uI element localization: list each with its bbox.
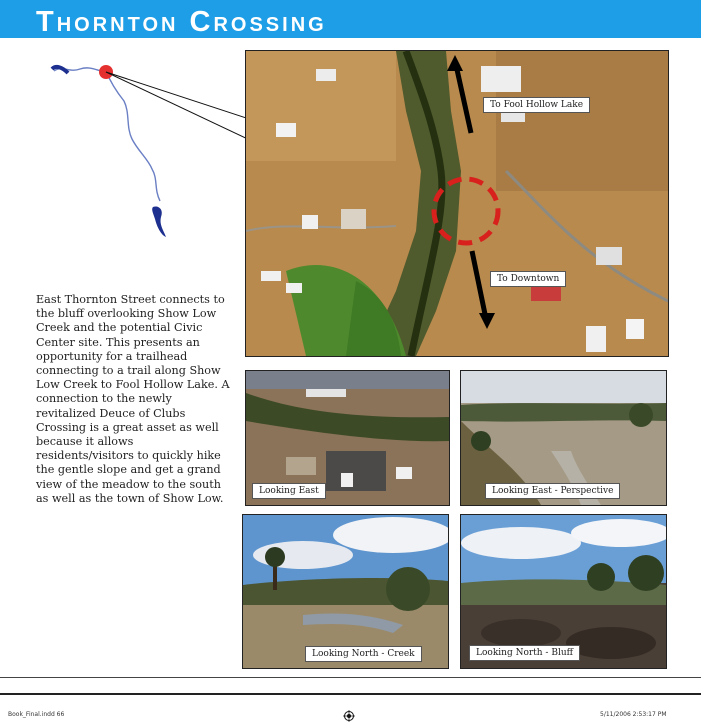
creek-line xyxy=(54,68,160,201)
body-paragraph: East Thornton Street connects to the bluff overlooking Show Low Creek and the potential Civic Center site. This presents an opportunity for a trailhead connecting to a trail along Show Low Creek to Fool Hollow Lake. A connection to the newly revitalized Deuce of Clubs Crossing is a great asset as well because it allows residents/visitors to quickly hike the gentle slope and get a grand view of the meadow to the south as well as the town of Show Low. xyxy=(36,293,230,505)
aerial-illustration xyxy=(246,51,668,356)
photo-looking-north-creek xyxy=(242,514,449,669)
divider-line-top xyxy=(0,677,701,678)
photo-looking-north-bluff xyxy=(460,514,667,669)
aerial-photo xyxy=(245,50,669,357)
creek-locator-map xyxy=(40,55,240,245)
label-to-downtown: To Downtown xyxy=(490,271,566,287)
registration-mark-icon xyxy=(343,710,355,722)
site-marker xyxy=(99,65,113,79)
caption-looking-north-creek: Looking North - Creek xyxy=(305,646,422,662)
page-title: Thornton Crossing xyxy=(36,6,327,38)
label-to-fool-hollow-lake: To Fool Hollow Lake xyxy=(483,97,590,113)
photo-looking-east xyxy=(245,370,450,506)
reservoir-shape xyxy=(152,206,166,237)
divider-line-bottom xyxy=(0,693,701,695)
caption-looking-north-bluff: Looking North - Bluff xyxy=(469,645,580,661)
caption-looking-east-perspective: Looking East - Perspective xyxy=(485,483,620,499)
photo-looking-east-perspective xyxy=(460,370,667,506)
footer-filename: Book_Final.indd 66 xyxy=(8,711,65,718)
footer-timestamp: 5/11/2006 2:53:17 PM xyxy=(600,711,667,718)
caption-looking-east: Looking East xyxy=(252,483,326,499)
